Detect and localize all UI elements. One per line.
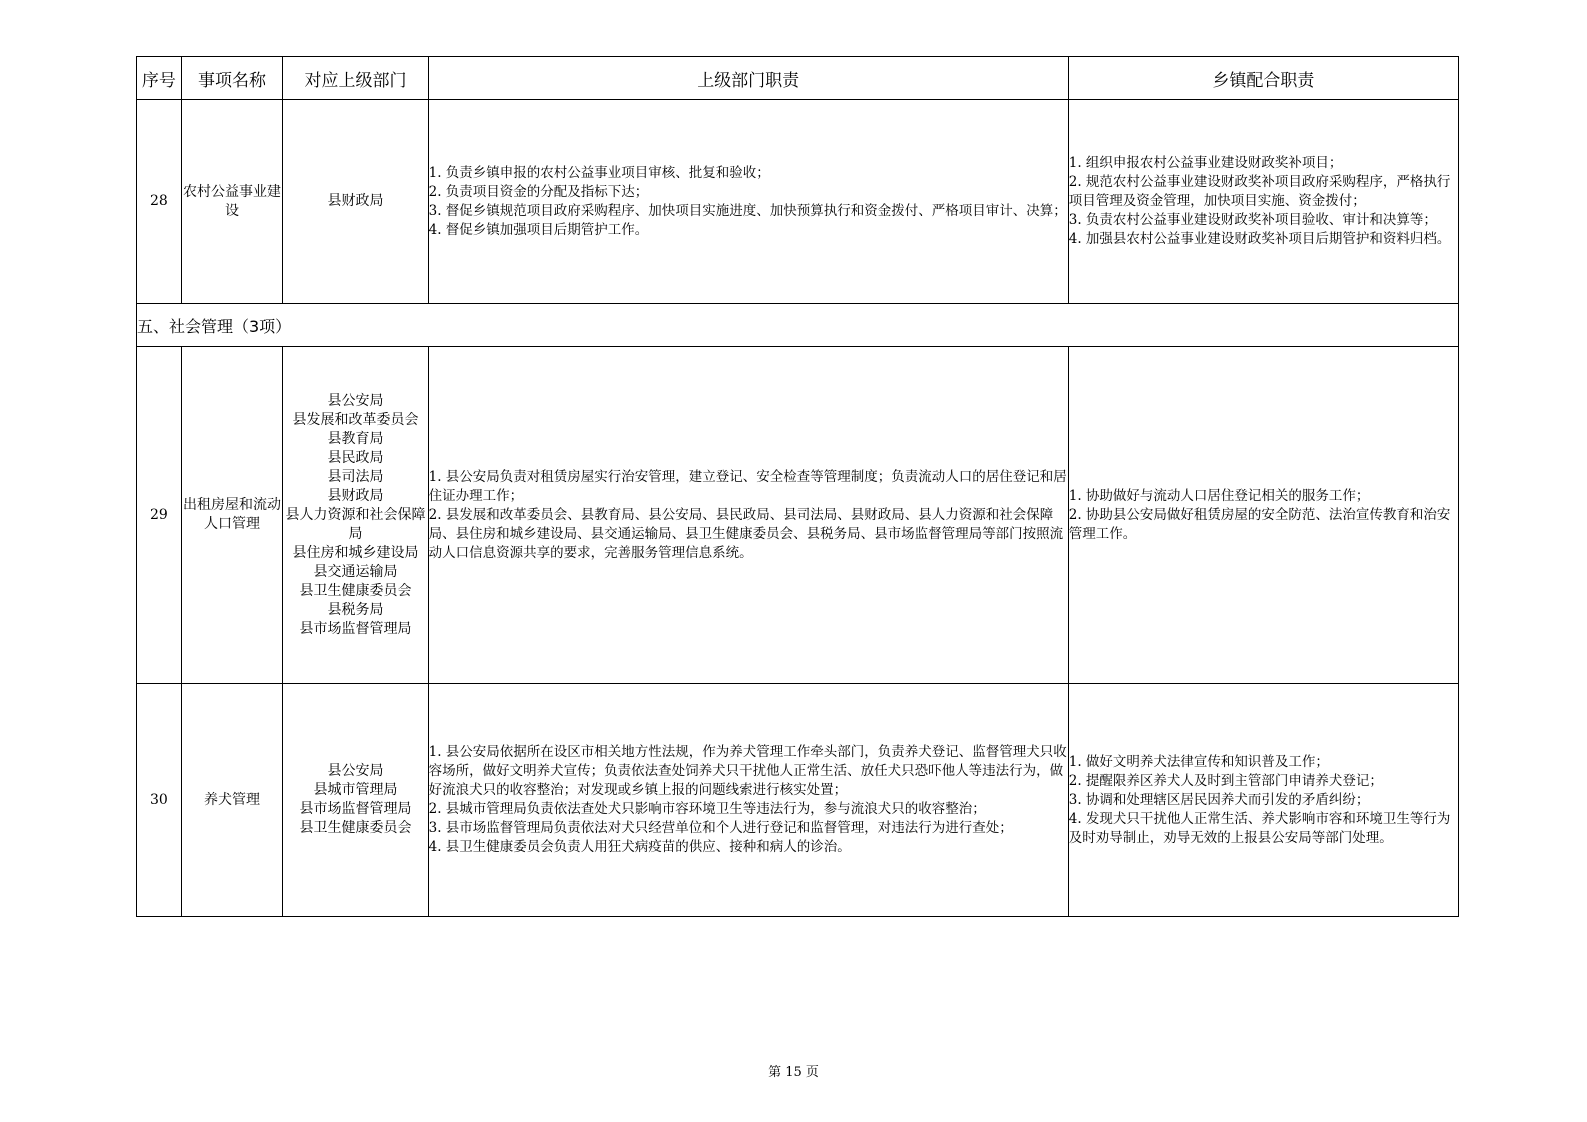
row-town-duty — [1068, 347, 1458, 684]
section-row — [137, 304, 1459, 347]
dept-name: 县公安局 — [327, 392, 384, 409]
duty-line: 3. 负责农村公益事业建设财政奖补项目验收、审计和决算等； — [1068, 212, 1437, 228]
duty-line: 2. 县城市管理局负责依法查处犬只影响市容环境卫生等违法行为，参与流浪犬只的收容整治； — [428, 801, 986, 817]
row-seq: 30 — [137, 684, 182, 917]
dept-name: 县交通运输局 — [313, 563, 398, 580]
dept-name: 县财政局 — [327, 193, 384, 209]
row-town-duty — [1068, 100, 1458, 304]
duty-line: 3. 协调和处理辖区居民因养犬而引发的矛盾纠纷； — [1068, 791, 1370, 808]
header-dept: 对应上级部门 — [283, 57, 428, 100]
row-item: 农村公益事业建设 — [181, 100, 283, 304]
table-row — [137, 684, 1459, 917]
dept-name: 县税务局 — [327, 601, 384, 618]
row-item: 养犬管理 — [181, 684, 283, 917]
duty-line: 4. 督促乡镇加强项目后期管护工作。 — [428, 221, 649, 238]
header-item: 事项名称 — [181, 57, 283, 100]
dept-name: 县住房和城乡建设局 — [292, 544, 419, 561]
duty-line: 4. 加强县农村公益事业建设财政奖补项目后期管护和资料归档。 — [1068, 231, 1451, 247]
duty-table — [136, 56, 1459, 917]
dept-name: 县市场监督管理局 — [299, 620, 412, 637]
dept-name: 县民政局 — [327, 449, 384, 466]
duty-line: 2. 县发展和改革委员会、县教育局、县公安局、县民政局、县司法局、县财政局、县人力资源和社会保障局、县住房和城乡建设局、县交通运输局、县卫生健康委员会、县税务局、县市场监督管理局等部门按照流动人口信息资源共享的要求，完善服务管理信息系统。 — [428, 506, 1064, 561]
duty-line: 2. 负责项目资金的分配及指标下达； — [428, 183, 649, 200]
section-title: 五、社会管理（3项） — [137, 304, 1459, 347]
row-town-duty — [1068, 684, 1458, 917]
dept-name: 县城市管理局 — [313, 782, 398, 798]
dept-name: 县卫生健康委员会 — [299, 582, 412, 599]
row-depts — [283, 684, 428, 917]
table-row — [137, 347, 1459, 684]
row-upper-duty — [428, 100, 1068, 304]
duty-line: 1. 协助做好与流动人口居住登记相关的服务工作； — [1068, 487, 1370, 504]
duty-line: 3. 县市场监督管理局负责依法对犬只经营单位和个人进行登记和监督管理，对违法行为进行查处； — [428, 820, 1013, 836]
duty-line: 1. 负责乡镇申报的农村公益事业项目审核、批复和验收； — [428, 164, 770, 181]
table-header-row — [137, 57, 1459, 100]
row-upper-duty — [428, 684, 1068, 917]
duty-line: 1. 组织申报农村公益事业建设财政奖补项目； — [1068, 155, 1343, 171]
dept-name: 县发展和改革委员会 — [292, 411, 419, 428]
dept-name: 县司法局 — [327, 468, 384, 485]
page-number: 第 15 页 — [768, 1065, 819, 1080]
row-seq: 28 — [137, 100, 182, 304]
duty-line: 3. 督促乡镇规范项目政府采购程序、加快项目实施进度、加快预算执行和资金拨付、严格项目审计、决算； — [428, 202, 1067, 219]
duty-line: 1. 县公安局负责对租赁房屋实行治安管理，建立登记、安全检查等管理制度；负责流动人口的居住登记和居住证办理工作； — [428, 468, 1067, 504]
dept-name: 县教育局 — [327, 430, 384, 447]
row-depts — [283, 347, 428, 684]
row-item: 出租房屋和流动人口管理 — [181, 347, 283, 684]
row-seq: 29 — [137, 347, 182, 684]
duty-line: 4. 发现犬只干扰他人正常生活、养犬影响市容和环境卫生等行为及时劝导制止，劝导无效的上报县公安局等部门处理。 — [1068, 810, 1451, 846]
dept-name: 县公安局 — [327, 763, 384, 779]
header-upper-duty: 上级部门职责 — [428, 57, 1068, 100]
duty-line: 1. 县公安局依据所在设区市相关地方性法规，作为养犬管理工作牵头部门，负责养犬登记、监督管理犬只收容场所，做好文明养犬宣传；负责依法查处饲养犬只干扰他人正常生活、放任犬只恐吓他人等违法行为，做好流浪犬只的收容整治；对发现或乡镇上报的问题线索进行核实处置； — [428, 744, 1067, 798]
dept-name: 县卫生健康委员会 — [299, 820, 412, 836]
dept-name: 县财政局 — [327, 487, 384, 504]
header-town-duty: 乡镇配合职责 — [1068, 57, 1458, 100]
dept-name: 县市场监督管理局 — [299, 801, 412, 817]
row-upper-duty — [428, 347, 1068, 684]
table-row — [137, 100, 1459, 304]
row-depts — [283, 100, 428, 304]
duty-line: 2. 协助县公安局做好租赁房屋的安全防范、法治宣传教育和治安管理工作。 — [1068, 506, 1451, 542]
dept-name: 县人力资源和社会保障局 — [285, 506, 426, 542]
duty-line: 2. 规范农村公益事业建设财政奖补项目政府采购程序，严格执行项目管理及资金管理，加快项目实施、资金拨付； — [1068, 174, 1451, 209]
duty-line: 4. 县卫生健康委员会负责人用狂犬病疫苗的供应、接种和病人的诊治。 — [428, 839, 851, 855]
header-seq: 序号 — [137, 57, 182, 100]
duty-line: 2. 提醒限养区养犬人及时到主管部门申请养犬登记； — [1068, 772, 1383, 789]
duty-line: 1. 做好文明养犬法律宣传和知识普及工作； — [1068, 753, 1329, 770]
